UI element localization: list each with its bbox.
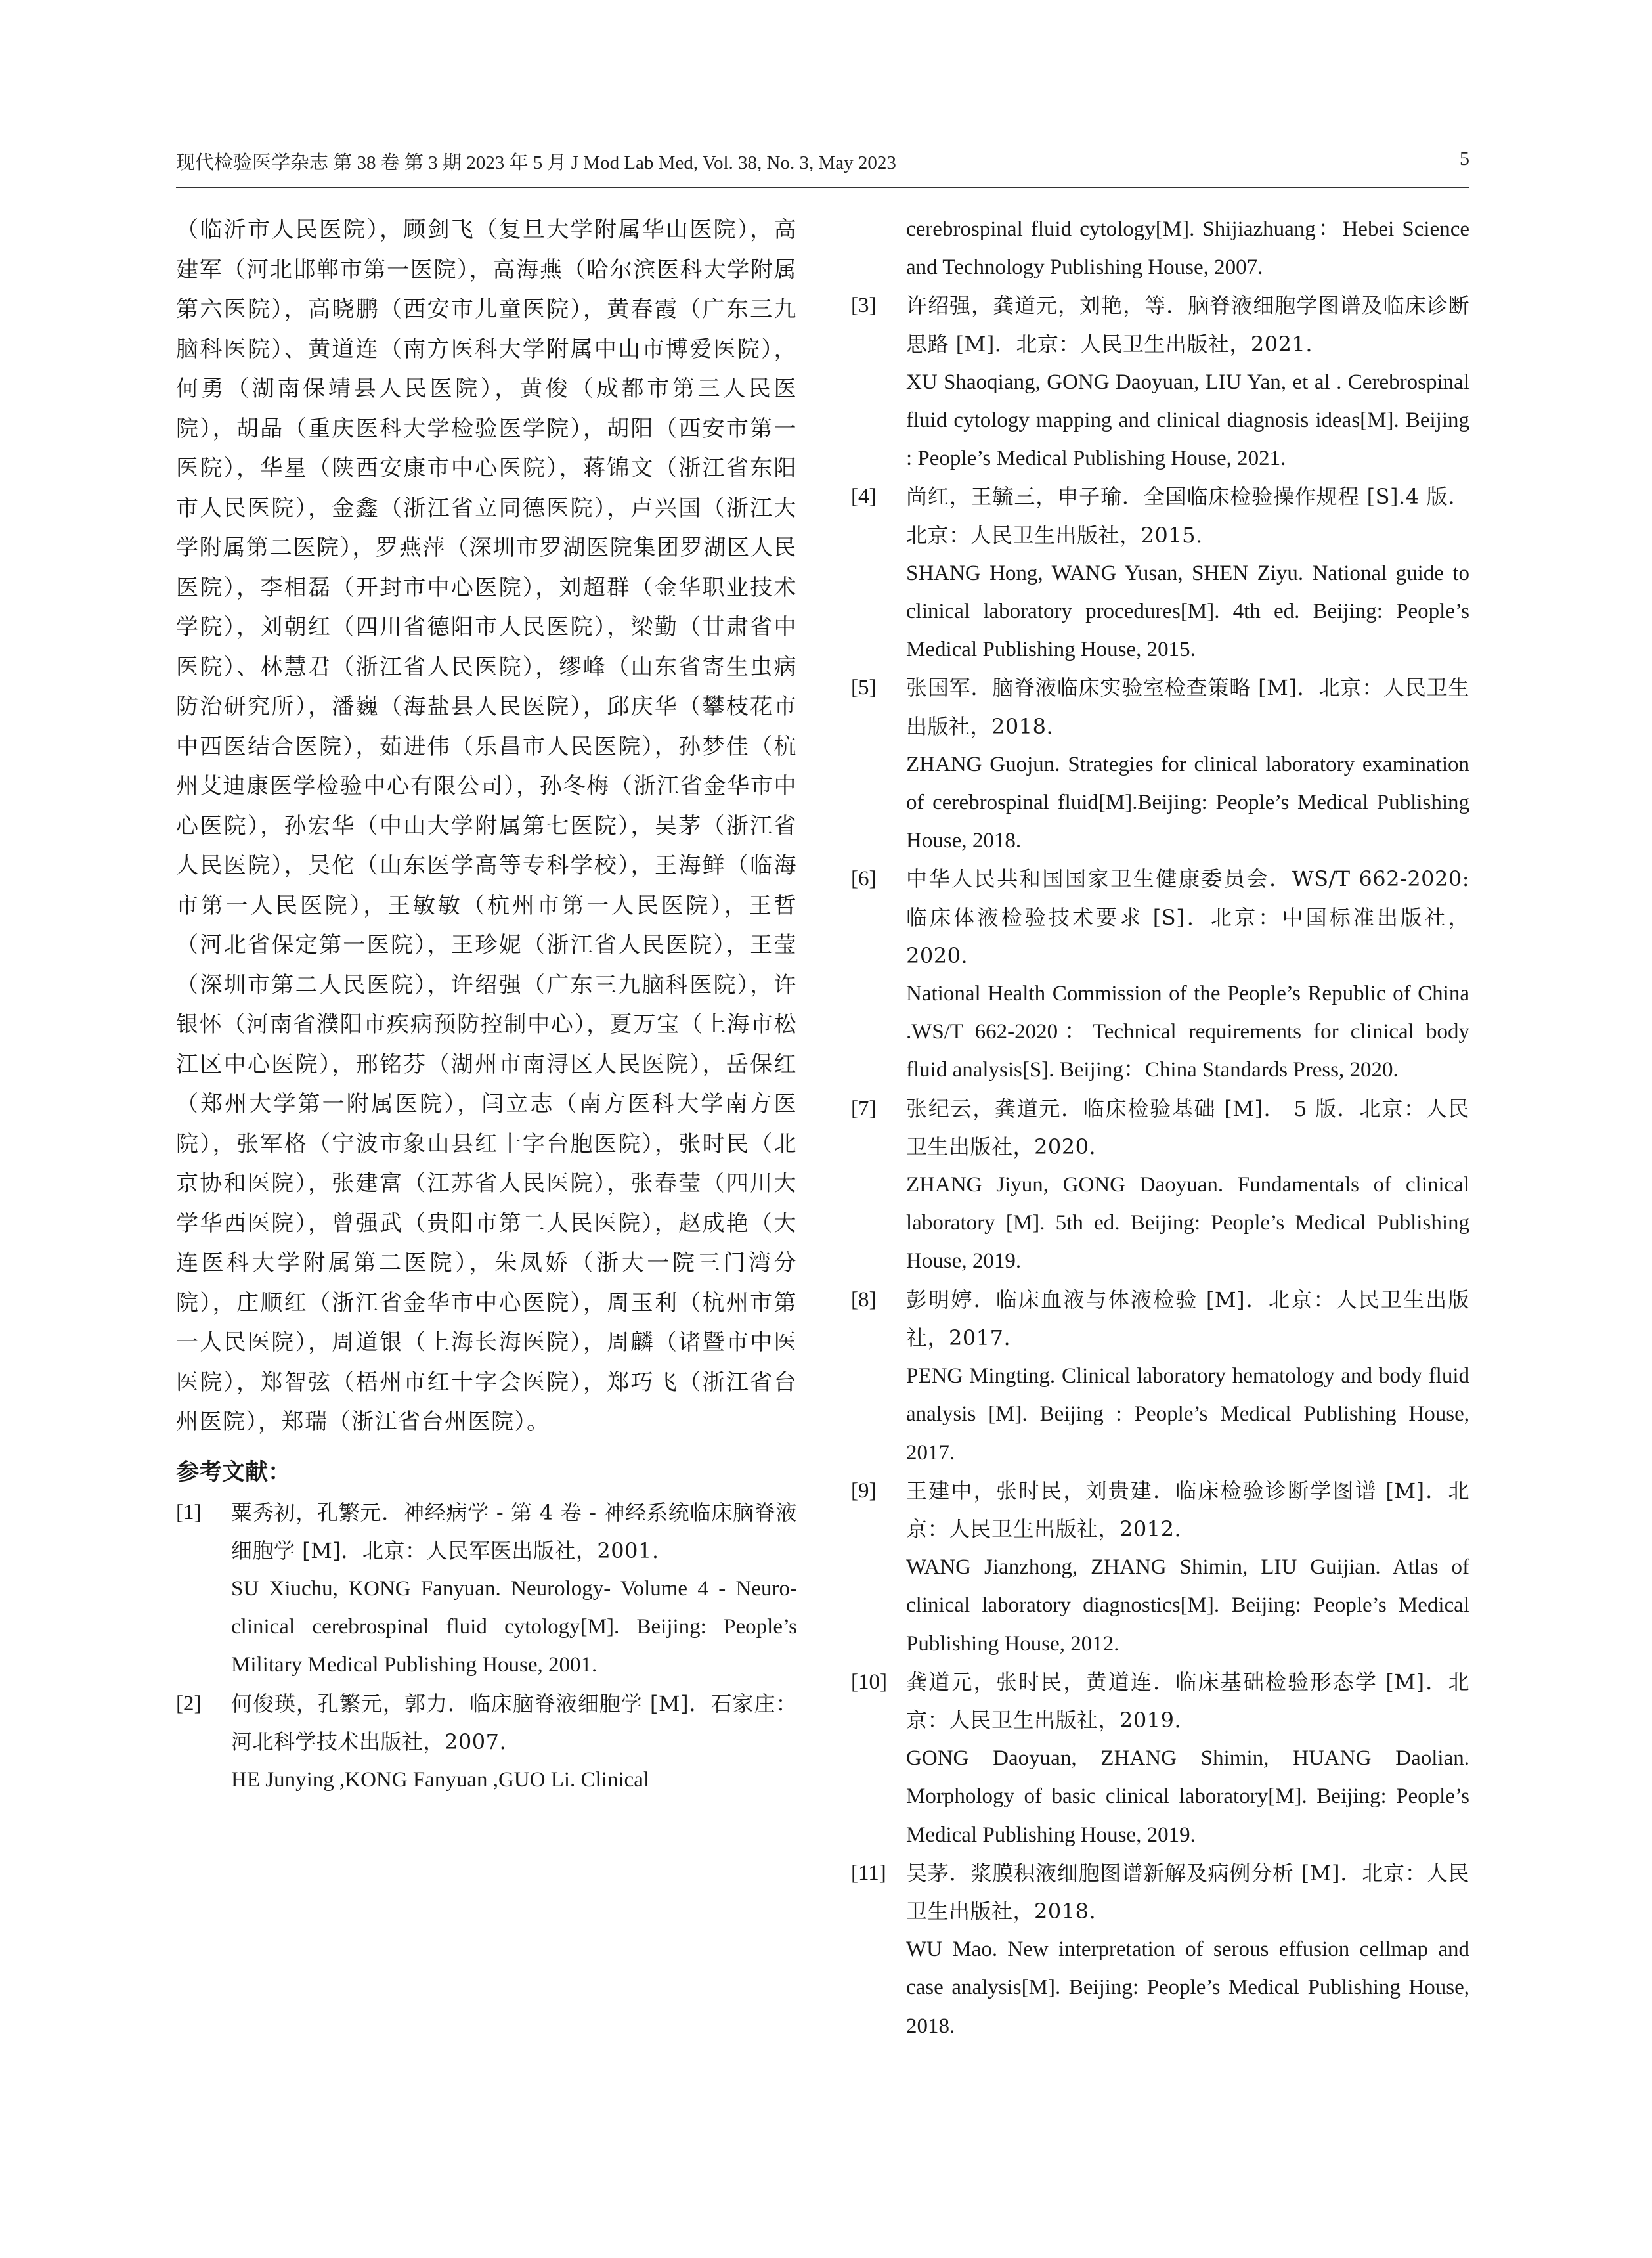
header-rule — [176, 187, 1469, 188]
reference-continuation-text: cerebrospinal fluid cytology[M]. Shijiazhuang：Hebei Science and Technology Publishing House, 2007. — [906, 217, 1469, 280]
right-column — [851, 210, 1469, 2045]
reference-english-citation: GONG Daoyuan, ZHANG Shimin, HUANG Daolian. Morphology of basic clinical laboratory[M]. Beijing: People’s Medical Publishing House, 2019. — [906, 1746, 1469, 1847]
running-header — [176, 146, 1469, 185]
reference-number: [6] — [851, 867, 877, 891]
reference-number: [8] — [851, 1287, 877, 1312]
reference-number: [4] — [851, 485, 877, 509]
reference-chinese-citation: 龚道元，张时民，黄道连．临床基础检验形态学 [M]．北京：人民卫生出版社，2019. — [906, 1669, 1469, 1733]
reference-chinese-citation: 中华人民共和国国家卫生健康委员会．WS/T 662-2020: 临床体液检验技术要求 [S]．北京：中国标准出版社，2020. — [906, 866, 1469, 968]
reference-english-citation: National Health Commission of the People’s Republic of China .WS/T 662-2020：Technical requirements for clinical body fluid analysis[S]. Beijing：China Standards Press, 2020. — [906, 982, 1469, 1082]
reference-number: [11] — [851, 1861, 886, 1885]
reference-item — [851, 1281, 1469, 1472]
reference-english-citation: SHANG Hong, WANG Yusan, SHEN Ziyu. National guide to clinical laboratory procedures[M]. 4th ed. Beijing: People’s Medical Publishing House, 2015. — [906, 561, 1469, 662]
reference-item — [851, 669, 1469, 860]
references-list-left — [176, 1494, 797, 1800]
reference-number: [3] — [851, 294, 877, 318]
references-heading: 参考文献： — [176, 1459, 292, 1486]
reference-number: [10] — [851, 1670, 887, 1694]
reference-chinese-citation: 张国军．脑脊液临床实验室检查策略 [M]．北京：人民卫生出版社，2018. — [906, 675, 1469, 739]
reference-chinese-citation: 吴茅．浆膜积液细胞图谱新解及病例分析 [M]．北京：人民卫生出版社，2018. — [906, 1860, 1469, 1924]
reference-english-citation: WU Mao. New interpretation of serous effusion cellmap and case analysis[M]. Beijing: People’s Medical Publishing House, 2018. — [906, 1937, 1469, 2038]
reference-item — [851, 1854, 1469, 2045]
left-column — [176, 210, 797, 1799]
reference-english-citation: SU Xiuchu, KONG Fanyuan. Neurology- Volume 4 - Neuro-clinical cerebrospinal fluid cytology[M]. Beijing: People’s Military Medical Publishing House, 2001. — [231, 1576, 797, 1677]
reference-english-citation: HE Junying ,KONG Fanyuan ,GUO Li. Clinical — [231, 1767, 650, 1792]
reference-number: [7] — [851, 1096, 877, 1120]
reference-item — [176, 1685, 797, 1800]
reference-item — [851, 286, 1469, 477]
journal-running-title: 现代检验医学杂志 第 38 卷 第 3 期 2023 年 5 月 J Mod Lab Med, Vol. 38, No. 3, May 2023 — [176, 152, 896, 173]
reference-item — [851, 1663, 1469, 1854]
reference-chinese-citation: 王建中，张时民，刘贵建．临床检验诊断学图谱 [M]．北京：人民卫生出版社，2012. — [906, 1478, 1469, 1541]
reference-chinese-citation: 许绍强，龚道元，刘艳，等．脑脊液细胞学图谱及临床诊断思路 [M]．北京：人民卫生出版社，2021. — [906, 293, 1469, 357]
reference-english-citation: ZHANG Jiyun, GONG Daoyuan. Fundamentals of clinical laboratory [M]. 5th ed. Beijing: People’s Medical Publishing House, 2019. — [906, 1173, 1469, 1273]
reference-number: [2] — [176, 1691, 202, 1716]
reference-english-citation: WANG Jianzhong, ZHANG Shimin, LIU Guijian. Atlas of clinical laboratory diagnostics[M]. Beijing: People’s Medical Publishing House, 2012. — [906, 1555, 1469, 1656]
reference-item — [851, 477, 1469, 669]
reference-chinese-citation: 粟秀初，孔繁元．神经病学 - 第 4 卷 - 神经系统临床脑脊液细胞学 [M]．北京：人民军医出版社，2001. — [231, 1499, 797, 1563]
reference-item — [851, 860, 1469, 1089]
reference-english-citation: XU Shaoqiang, GONG Daoyuan, LIU Yan, et al . Cerebrospinal fluid cytology mapping and clinical diagnosis ideas[M]. Beijing : People’s Medical Publishing House, 2021. — [906, 370, 1469, 471]
reference-continuation — [851, 210, 1469, 286]
reference-chinese-citation: 尚红，王毓三，申子瑜．全国临床检验操作规程 [S].4 版．北京：人民卫生出版社，2015. — [906, 484, 1469, 548]
reference-chinese-citation: 何俊瑛，孔繁元，郭力．临床脑脊液细胞学 [M]．石家庄：河北科学技术出版社，2007. — [231, 1691, 797, 1754]
reference-item — [851, 1090, 1469, 1281]
page-number: 5 — [1460, 148, 1469, 169]
reference-chinese-citation: 张纪云，龚道元．临床检验基础 [M]． 5 版．北京：人民卫生出版社，2020. — [906, 1096, 1469, 1159]
acknowledgement-paragraph: （临沂市人民医院），顾剑飞（复旦大学附属华山医院），高建军（河北邯郸市第一医院），高海燕（哈尔滨医科大学附属第六医院），高晓鹏（西安市儿童医院），黄春霞（广东三九脑科医院）、黄道连（南方医科大学附属中山市博爱医院），何勇（湖南保靖县人民医院），黄俊（成都市第三人民医院），胡晶（重庆医科大学检验医学院），胡阳（西安市第一医院），华星（陕西安康市中心医院），蒋锦文（浙江省东阳市人民医院），金鑫（浙江省立同德医院），卢兴国（浙江大学附属第二医院），罗燕萍（深圳市罗湖医院集团罗湖区人民医院），李相磊（开封市中心医院），刘超群（金华职业技术学院），刘朝红（四川省德阳市人民医院），梁勤（甘肃省中医院）、林慧君（浙江省人民医院），缪峰（山东省寄生虫病防治研究所），潘巍（海盐县人民医院），邱庆华（攀枝花市中西医结合医院），茹进伟（乐昌市人民医院），孙梦佳（杭州艾迪康医学检验中心有限公司），孙冬梅（浙江省金华市中心医院），孙宏华（中山大学附属第七医院），吴茅（浙江省人民医院），吴佗（山东医学高等专科学校），王海鲜（临海市第一人民医院），王敏敏（杭州市第一人民医院），王哲（河北省保定第一医院），王珍妮（浙江省人民医院），王莹（深圳市第二人民医院），许绍强（广东三九脑科医院），许银怀（河南省濮阳市疾病预防控制中心），夏万宝（上海市松江区中心医院），邢铭芬（湖州市南浔区人民医院），岳保红（郑州大学第一附属医院），闫立志（南方医科大学南方医院），张军格（宁波市象山县红十字台胞医院），张时民（北京协和医院），张建富（江苏省人民医院），张春莹（四川大学华西医院），曾强武（贵阳市第二人民医院），赵成艳（大连医科大学附属第二医院），朱凤娇（浙大一院三门湾分院），庄顺红（浙江省金华市中心医院），周玉利（杭州市第一人民医院），周道银（上海长海医院），周麟（诸暨市中医医院），郑智弦（梧州市红十字会医院），郑巧飞（浙江省台州医院），郑瑞（浙江省台州医院）。 — [176, 217, 797, 1435]
reference-item — [851, 1472, 1469, 1663]
reference-english-citation: ZHANG Guojun. Strategies for clinical laboratory examination of cerebrospinal fluid[M].Beijing: People’s Medical Publishing House, 2018. — [906, 752, 1469, 853]
reference-chinese-citation: 彭明婷．临床血液与体液检验 [M]．北京：人民卫生出版社，2017. — [906, 1287, 1469, 1350]
references-list-right — [851, 286, 1469, 2045]
reference-english-citation: PENG Mingting. Clinical laboratory hematology and body fluid analysis [M]. Beijing : People’s Medical Publishing House, 2017. — [906, 1364, 1469, 1465]
reference-item — [176, 1494, 797, 1685]
reference-number: [9] — [851, 1478, 877, 1503]
reference-number: [1] — [176, 1500, 202, 1524]
reference-number: [5] — [851, 676, 877, 700]
